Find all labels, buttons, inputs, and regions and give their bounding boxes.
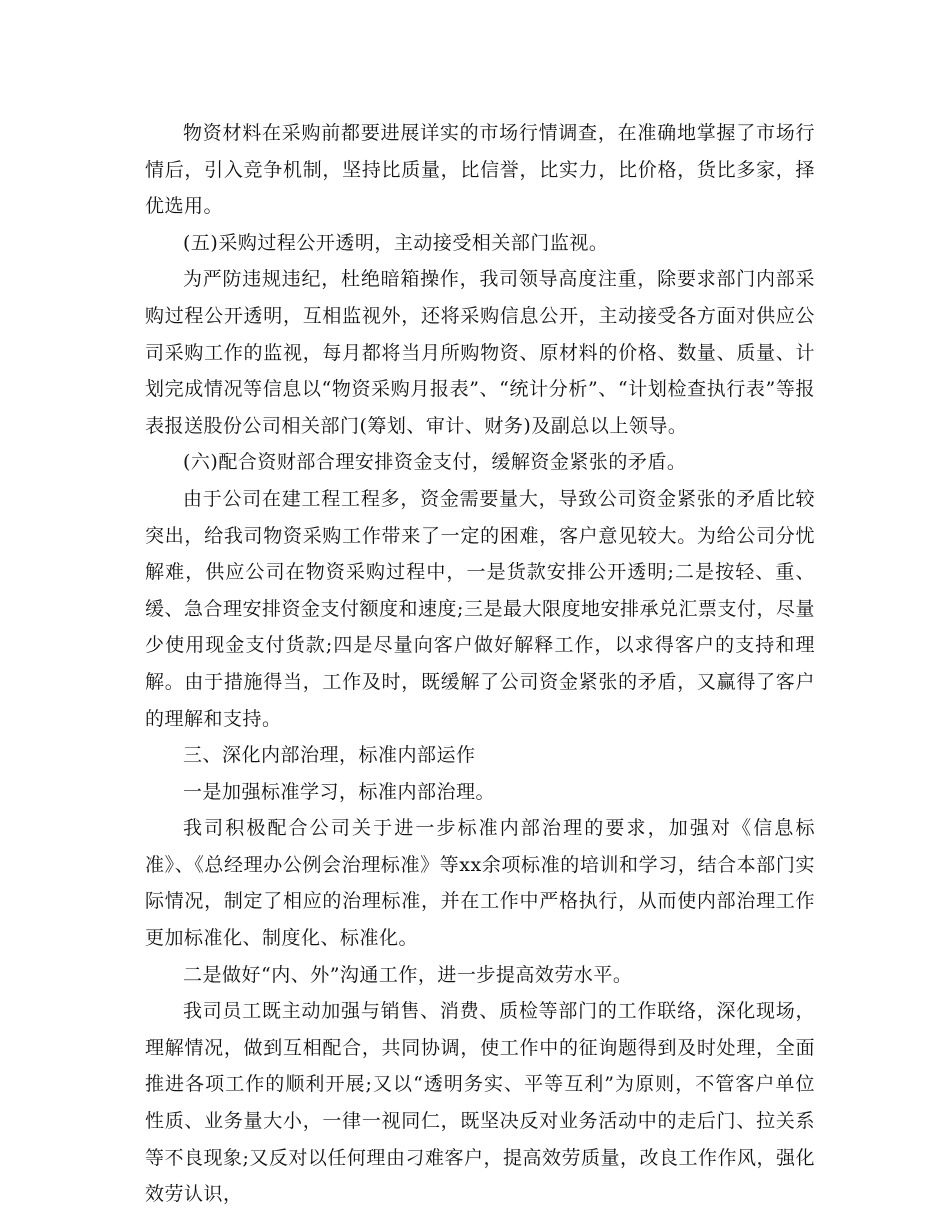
paragraph-anti-violation: 为严防违规违纪，杜绝暗箱操作，我司领导高度注重，除要求部门内部采购过程公开透明，互相监视外，还将采购信息公开，主动接受各方面对供应公司采购工作的监视，每月都将当月所购物资、原材料的价格、数量、质量、计划完成情况等信息以“物资采购月报表”、“统计分析”、“计划检查执行表”等报表报送股份公司相关部门(筹划、审计、财务)及副总以上领导。 — [145, 268, 815, 437]
heading-standard-learning: 一是加强标准学习，标准内部治理。 — [183, 780, 496, 803]
heading-fund-payment: (六)配合资财部合理安排资金支付，缓解资金紧张的矛盾。 — [183, 451, 687, 474]
heading-procurement-transparency: (五)采购过程公开透明，主动接受相关部门监视。 — [183, 231, 609, 254]
paragraph-market-survey: 物资材料在采购前都要进展详实的市场行情调查，在准确地掌握了市场行情后，引入竞争机制，坚持比质量，比信誉，比实力，比价格，货比多家，择优选用。 — [145, 122, 815, 218]
paragraph-standard-training: 我司积极配合公司关于进一步标准内部治理的要求，加强对《信息标准》、《总经理办公例会治理标准》等xx余项标准的培训和学习，结合本部门实际情况，制定了相应的治理标准，并在工作中严格执行，从而使内部治理工作更加标准化、制度化、标准化。 — [145, 817, 815, 950]
heading-internal-governance: 三、深化内部治理，标准内部运作 — [183, 744, 476, 767]
document-body — [145, 115, 815, 1213]
paragraph-fund-shortage: 由于公司在建工程工程多，资金需要量大，导致公司资金紧张的矛盾比较突出，给我司物资采购工作带来了一定的困难，客户意见较大。为给公司分忧解难，供应公司在物资采购过程中，一是货款安排公开透明;二是按轻、重、缓、急合理安排资金支付额度和速度;三是最大限度地安排承兑汇票支付，尽量少使用现金支付货款;四是尽量向客户做好解释工作，以求得客户的支持和理解。由于措施得当，工作及时，既缓解了公司资金紧张的矛盾，又赢得了客户的理解和支持。 — [145, 487, 815, 730]
paragraph-communication: 我司员工既主动加强与销售、消费、质检等部门的工作联络，深化现场，理解情况，做到互相配合，共同协调，使工作中的征询题得到及时处理，全面推进各项工作的顺利开展;又以“透明务实、平等互利”为原则，不管客户单位性质、业务量大小，一律一视同仁，既坚决反对业务活动中的走后门、拉关系等不良现象;又反对以任何理由刁难客户，提高效劳质量，改良工作作风，强化效劳认识， — [145, 1000, 815, 1206]
heading-communication: 二是做好“内、外”沟通工作，进一步提高效劳水平。 — [183, 963, 633, 986]
